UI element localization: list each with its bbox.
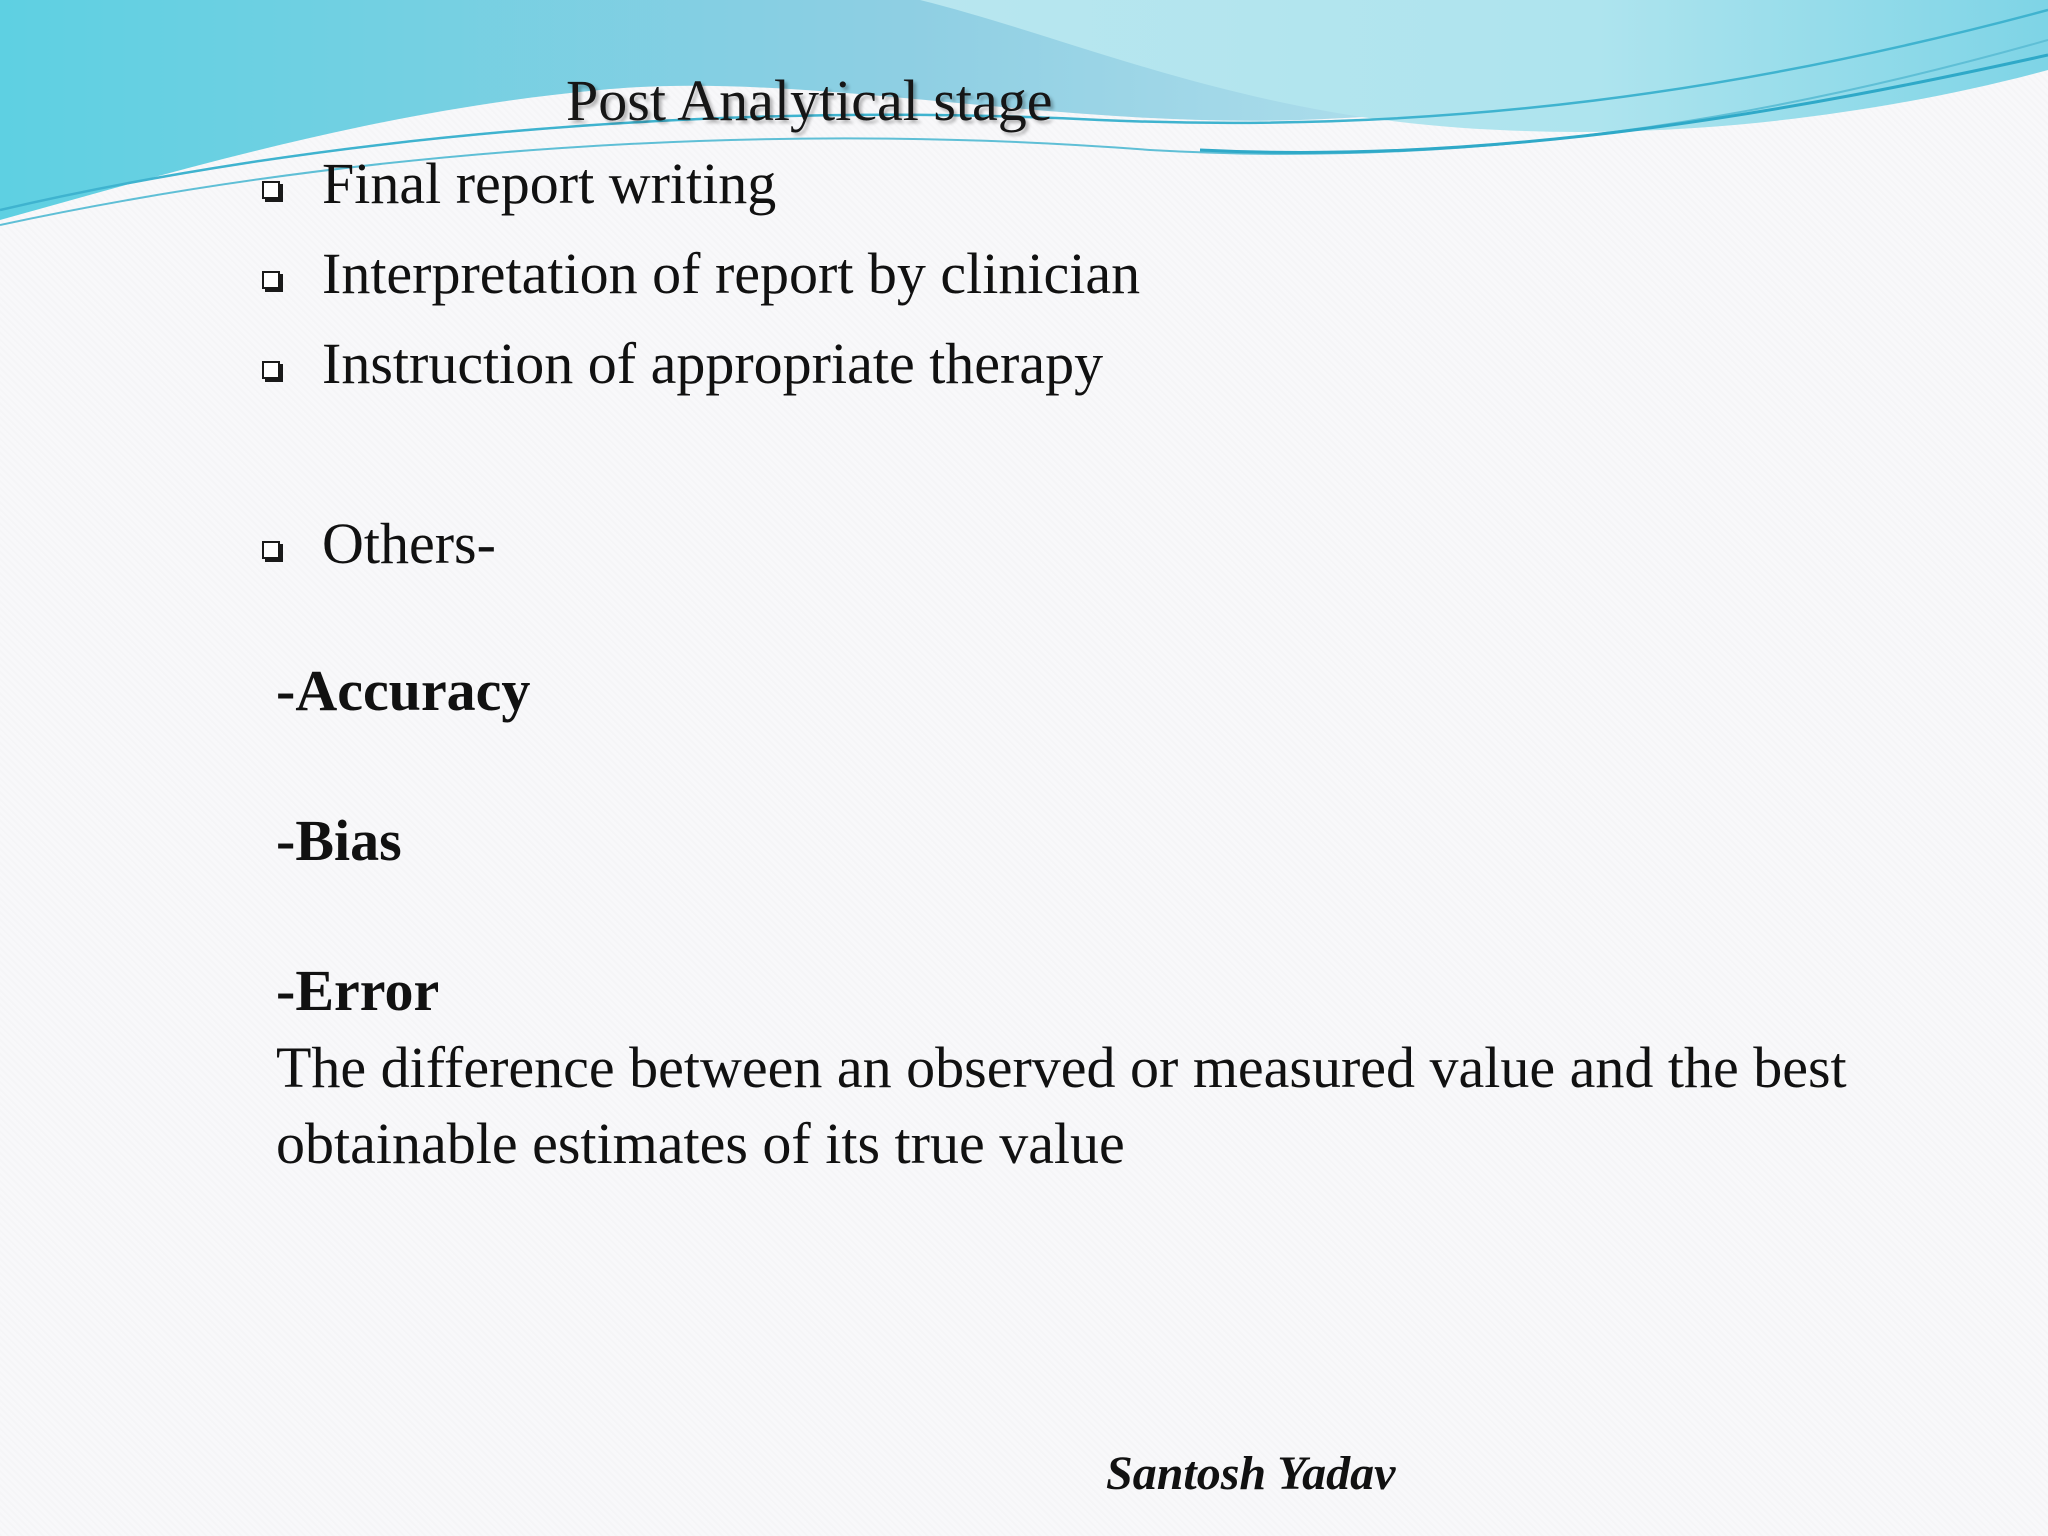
sub-item-accuracy: -Accuracy [276,658,531,723]
checkbox-bullet-icon [262,181,280,199]
sub-item-error: -Error [276,958,440,1023]
author-name: Santosh Yadav [1106,1447,1396,1500]
bullet-item [262,144,776,224]
bullet-text: Instruction of appropriate therapy [322,331,1104,396]
bullet-text: Others- [322,511,496,576]
checkbox-bullet-icon [262,271,280,289]
error-definition: The difference between an observed or measured value and the best obtainable estimates of its true value [276,1035,1847,1176]
checkbox-bullet-icon [262,541,280,559]
checkbox-bullet-icon [262,361,280,379]
bullet-text: Final report writing [322,151,777,216]
bullet-item [262,324,1103,404]
bullet-item [262,234,1140,314]
slide-title: Post Analytical stage [566,68,1053,133]
bullet-text: Interpretation of report by clinician [322,241,1141,306]
bullet-item [262,504,496,584]
sub-item-bias: -Bias [276,808,402,873]
